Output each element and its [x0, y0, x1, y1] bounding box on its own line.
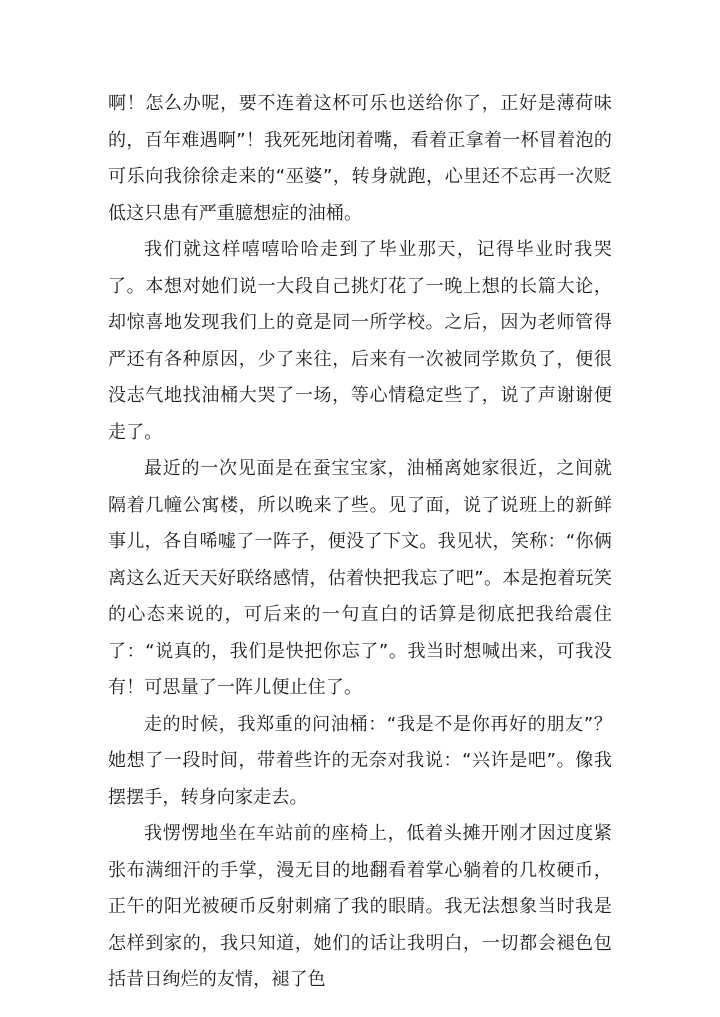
paragraph-2: 我们就这样嘻嘻哈哈走到了毕业那天，记得毕业时我哭了。本想对她们说一大段自己挑灯花了一晚上想的长篇大论，却惊喜地发现我们上的竟是同一所学校。之后，因为老师管得严还有各种原因，少了来往，后来有一次被同学欺负了，便很没志气地找油桶大哭了一场，等心情稳定些了，说了声谢谢便走了。	[108, 239, 612, 443]
paragraph-5: 我愣愣地坐在车站前的座椅上，低着头摊开刚才因过度紧张布满细汗的手掌，漫无目的地翻看着掌心躺着的几枚硬币，正午的阳光被硬币反射刺痛了我的眼睛。我无法想象当时我是怎样到家的，我只知道，她们的话让我明白，一切都会褪色包括昔日绚烂的友情，褪了色	[108, 823, 612, 990]
article-body	[108, 86, 612, 999]
paragraph-4: 走的时候，我郑重的问油桶：“我是不是你再好的朋友”？她想了一段时间，带着些许的无奈对我说：“兴许是吧”。像我摆摆手，转身向家走去。	[108, 713, 612, 808]
paragraph-3: 最近的一次见面是在蚕宝宝家，油桶离她家很近，之间就隔着几幢公寓楼，所以晚来了些。见了面，说了说班上的新鲜事儿，各自唏嘘了一阵子，便没了下文。我见状，笑称：“你俩离这么近天天好联络感情，估着快把我忘了吧”。本是抱着玩笑的心态来说的，可后来的一句直白的话算是彻底把我给震住了：“说真的，我们是快把你忘了”。我当时想喊出来，可我没有！可思量了一阵儿便止住了。	[108, 458, 612, 698]
paragraph-1: 啊！怎么办呢，要不连着这杯可乐也送给你了，正好是薄荷味的，百年难遇啊”！我死死地闭着嘴，看着正拿着一杯冒着泡的可乐向我徐徐走来的“巫婆”，转身就跑，心里还不忘再一次贬低这只患有严重臆想症的油桶。	[108, 93, 612, 224]
